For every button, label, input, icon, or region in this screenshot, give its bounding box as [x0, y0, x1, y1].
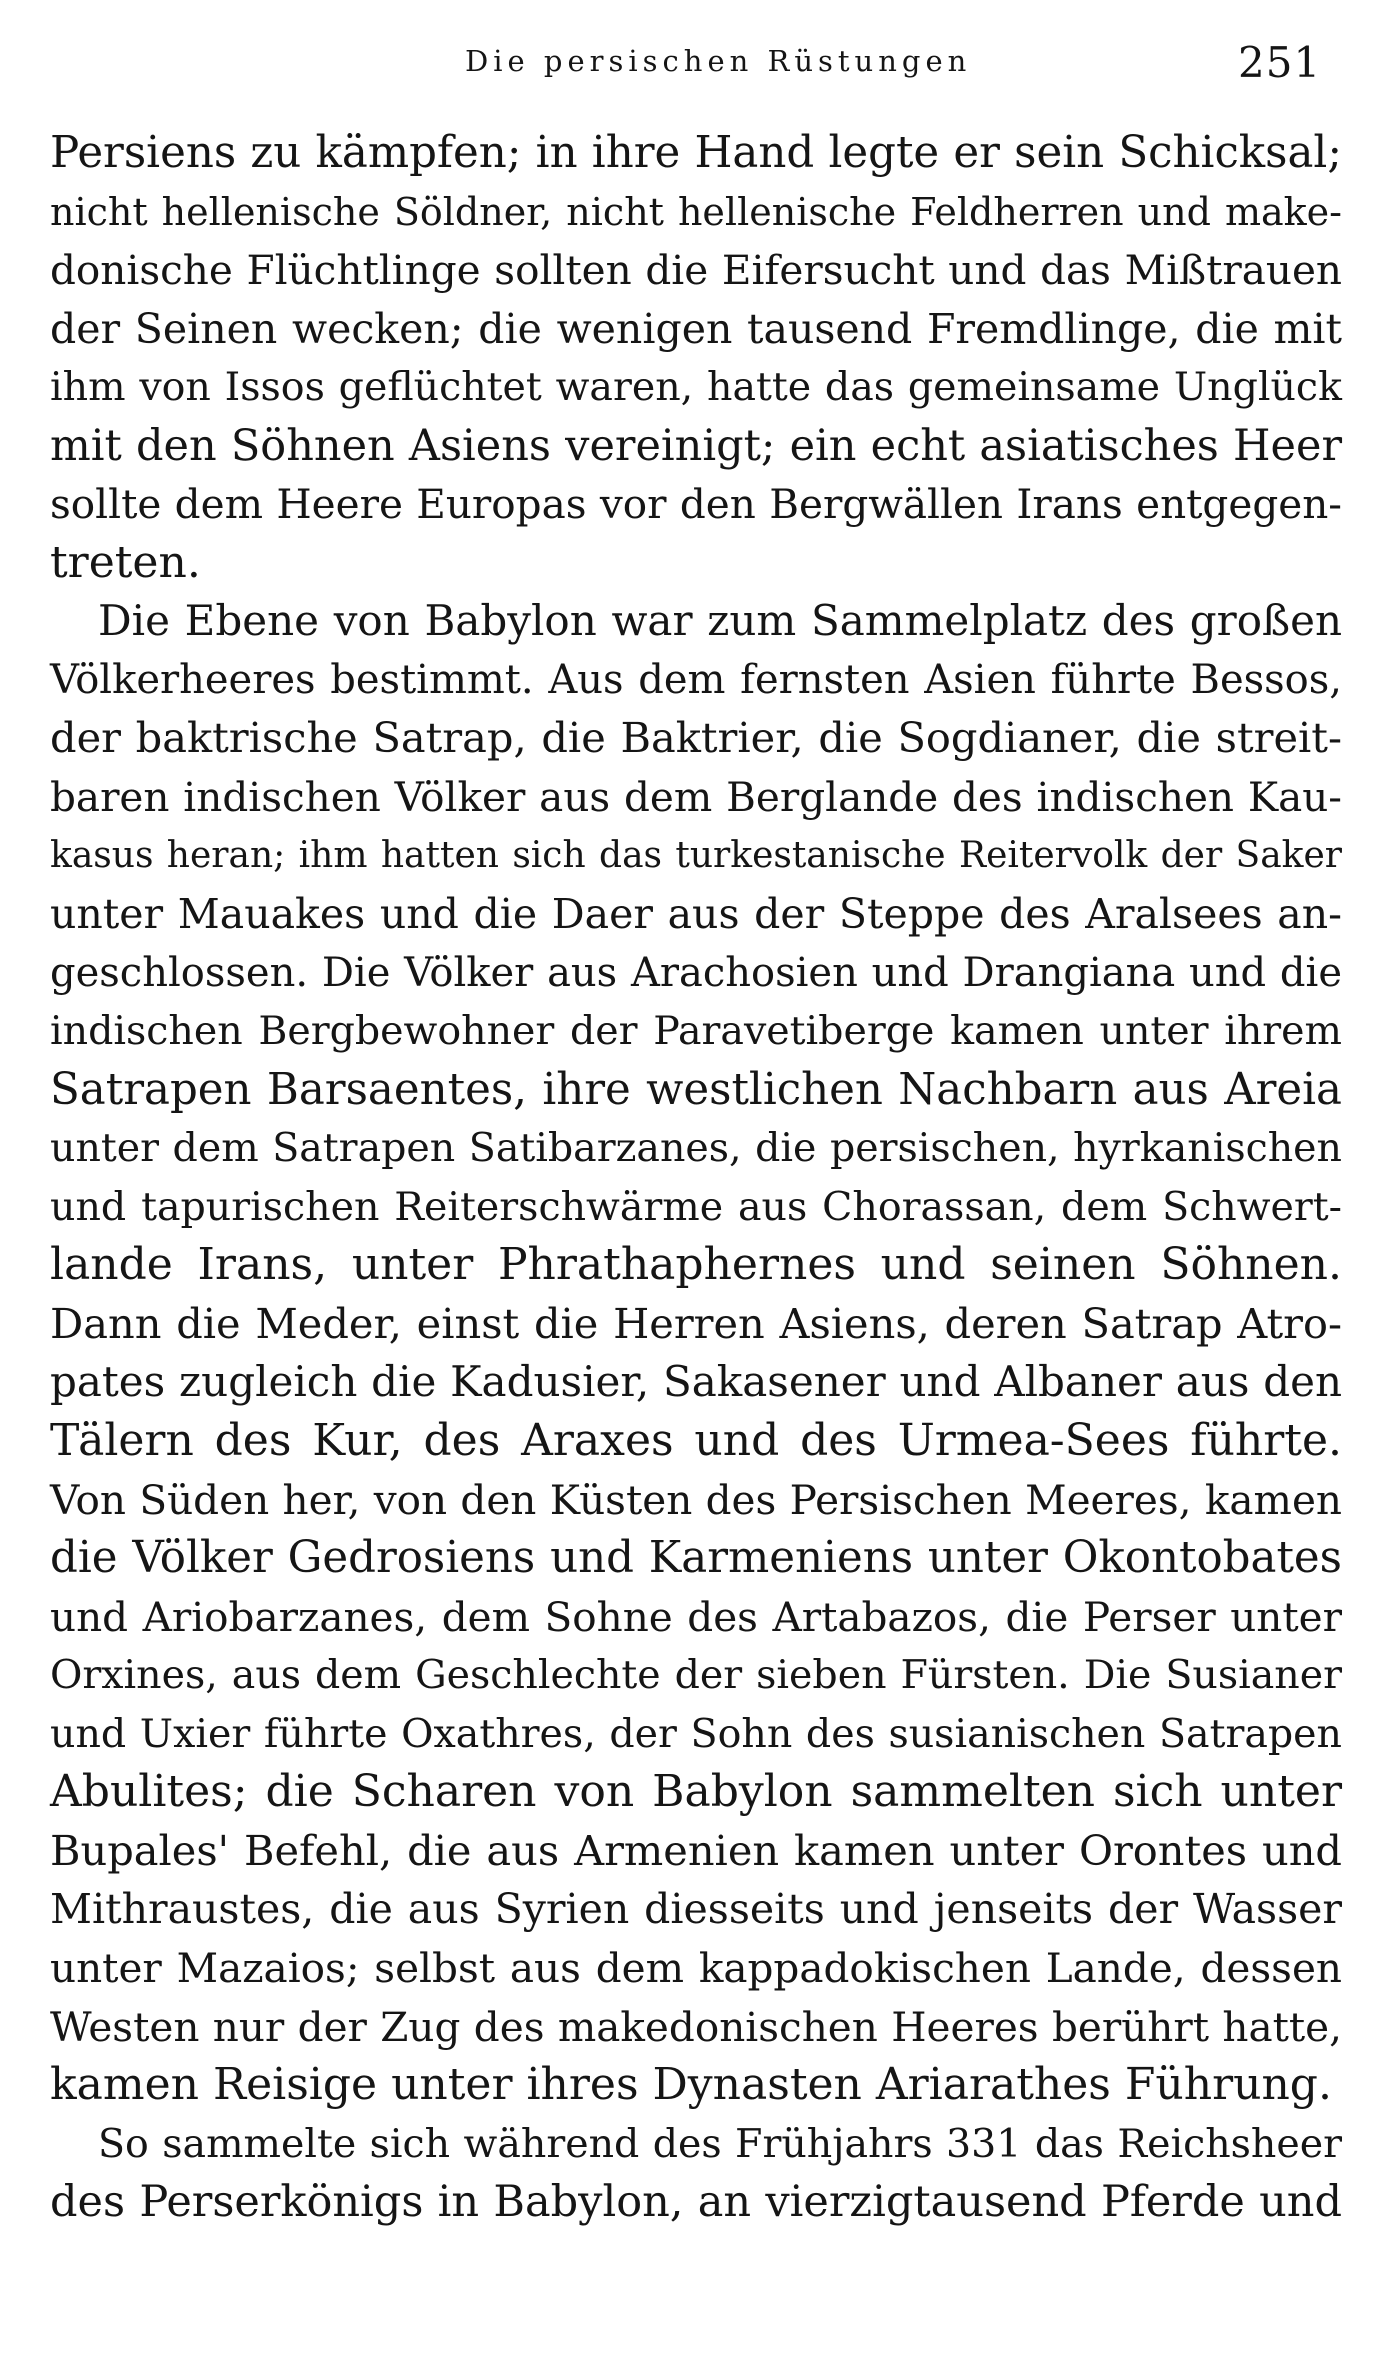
page-number: 251: [1238, 38, 1322, 87]
text-line: und Uxier führte Oxathres, der Sohn des susianischen Satrapen: [50, 1710, 1342, 1757]
text-line: pates zugleich die Kadusier, Sakasener und Albaner aus den: [50, 1357, 1342, 1407]
text-line: Abulites; die Scharen von Babylon sammelten sich unter: [50, 1766, 1342, 1818]
text-line: ihm von Issos geflüchtet waren, hatte das gemeinsame Unglück: [50, 364, 1342, 411]
text-line: Mithraustes, die aus Syrien diesseits und jenseits der Wasser: [50, 1885, 1342, 1934]
text-line: sollte dem Heere Europas vor den Bergwällen Irans entgegen-: [50, 480, 1342, 529]
running-head: [0, 38, 1399, 98]
text-line: die Völker Gedrosiens und Karmeniens unter Okontobates: [50, 1533, 1342, 1584]
text-line: unter Mauakes und die Daer aus der Steppe des Aralsees an-: [50, 890, 1342, 939]
text-line: Von Süden her, von den Küsten des Persischen Meeres, kamen: [50, 1475, 1342, 1524]
running-title: Die persischen Rüstungen: [465, 44, 972, 78]
text-line: mit den Söhnen Asiens vereinigt; ein echt asiatisches Heer: [50, 420, 1342, 471]
text-line: So sammelte sich während des Frühjahrs 331 das Reichsheer: [98, 2120, 1342, 2167]
text-line: donische Flüchtlinge sollten die Eifersucht und das Mißtrauen: [50, 246, 1342, 295]
text-line: Dann die Meder, einst die Herren Asiens, deren Satrap Atro-: [50, 1298, 1342, 1348]
text-line: kamen Reisige unter ihres Dynasten Ariarathes Führung.: [50, 2059, 1332, 2111]
text-line: des Perserkönigs in Babylon, an vierzigtausend Pferde und: [50, 2177, 1342, 2228]
text-line: der baktrische Satrap, die Baktrier, die Sogdianer, die streit-: [50, 713, 1342, 763]
text-line: Westen nur der Zug des makedonischen Heeres berührt hatte,: [50, 2002, 1342, 2051]
text-line: indischen Bergbewohner der Paravetiberge kamen unter ihrem: [50, 1008, 1342, 1055]
text-line: lande Irans, unter Phrathaphernes und seinen Söhnen.: [50, 1239, 1342, 1291]
text-line: unter dem Satrapen Satibarzanes, die persischen, hyrkanischen: [50, 1125, 1342, 1172]
text-line: kasus heran; ihm hatten sich das turkestanische Reitervolk der Saker: [50, 834, 1342, 876]
text-line: Persiens zu kämpfen; in ihre Hand legte er sein Schicksal;: [50, 128, 1342, 178]
text-line: der Seinen wecken; die wenigen tausend Fremdlinge, die mit: [50, 304, 1342, 353]
text-line: geschlossen. Die Völker aus Arachosien und Drangiana und die: [50, 949, 1342, 996]
text-line: und tapurischen Reiterschwärme aus Chorassan, dem Schwert-: [50, 1183, 1342, 1230]
text-line: Orxines, aus dem Geschlechte der sieben Fürsten. Die Susianer: [50, 1652, 1342, 1699]
text-line: baren indischen Völker aus dem Berglande des indischen Kau-: [50, 773, 1342, 822]
text-line: Die Ebene von Babylon war zum Sammelplatz des großen: [98, 596, 1342, 646]
text-line: nicht hellenische Söldner, nicht hellenische Feldherren und make-: [50, 189, 1342, 234]
text-line: Völkerheeres bestimmt. Aus dem fernsten Asien führte Bessos,: [50, 656, 1342, 703]
text-line: unter Mazaios; selbst aus dem kappadokischen Lande, dessen: [50, 1943, 1342, 1992]
body-text: [50, 124, 1342, 2232]
text-line: treten.: [50, 536, 201, 588]
text-line: und Ariobarzanes, dem Sohne des Artabazos, die Perser unter: [50, 1592, 1342, 1641]
text-line: Tälern des Kur, des Araxes und des Urmea-Sees führte.: [50, 1415, 1342, 1467]
text-line: Satrapen Barsaentes, ihre westlichen Nachbarn aus Areia: [50, 1064, 1342, 1115]
text-line: Bupales' Befehl, die aus Armenien kamen unter Orontes und: [50, 1825, 1342, 1875]
